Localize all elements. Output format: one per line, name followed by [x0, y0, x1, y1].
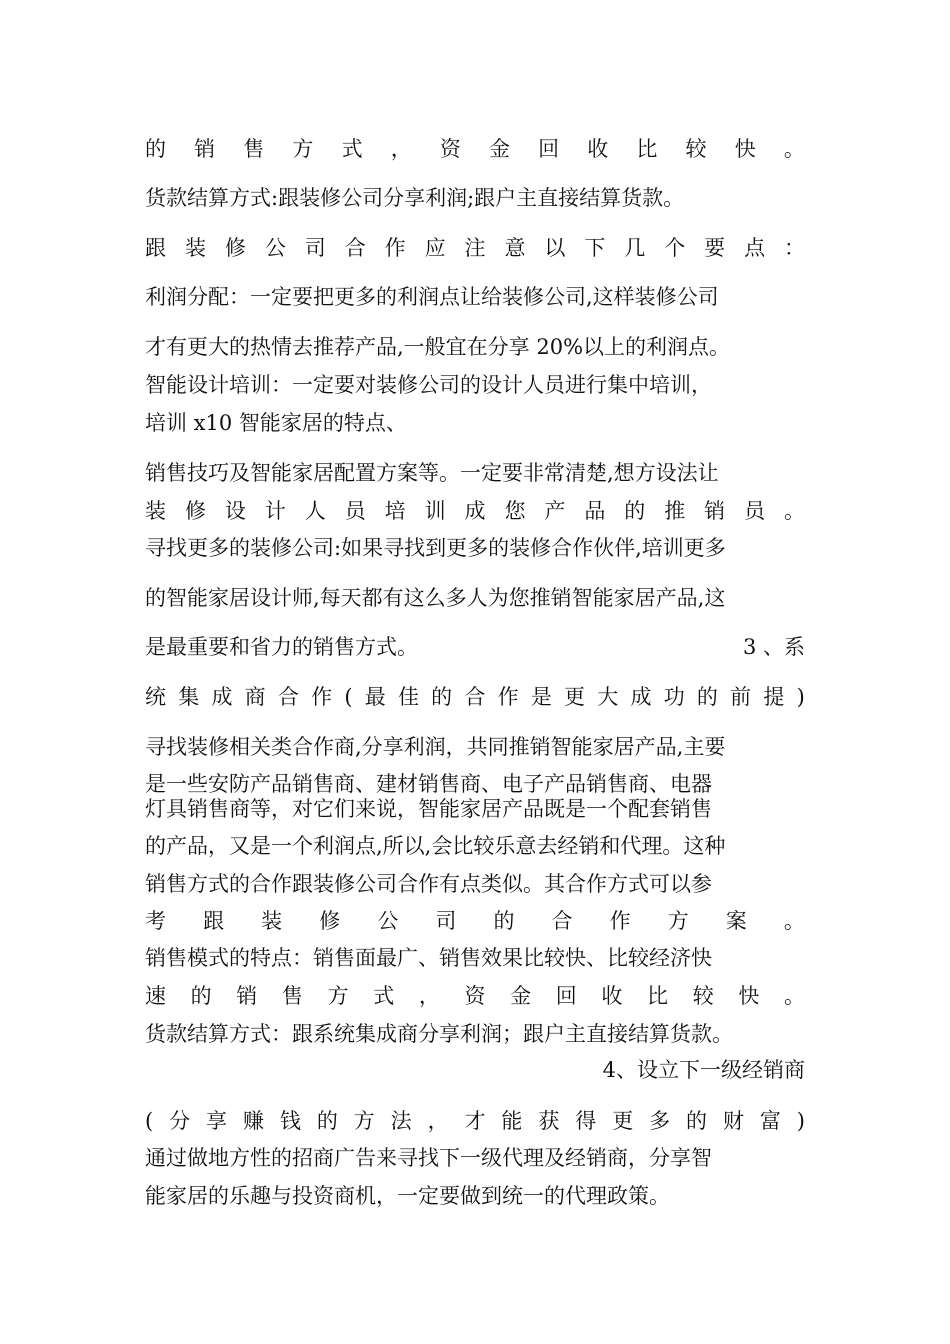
text-char: 集 — [178, 685, 200, 709]
text-char: 资 — [464, 984, 486, 1008]
text-char: 大 — [597, 685, 619, 709]
text-char: 装 — [145, 499, 166, 523]
text-char: 方 — [667, 909, 689, 933]
text-char: 销 — [704, 499, 726, 523]
text-char: 。 — [783, 909, 805, 933]
text-char: 销 — [194, 137, 216, 161]
text-line: 寻找更多的装修公司:如果寻找到更多的装修合作伙伴,培训更多 — [145, 536, 726, 560]
text-char: 钱 — [279, 1109, 301, 1133]
text-char: 获 — [538, 1109, 560, 1133]
text-char: 计 — [264, 499, 286, 523]
text-line-left: 是最重要和省力的销售方式。 — [145, 635, 418, 659]
text-char: 金 — [488, 137, 510, 161]
text-char: ( — [344, 685, 353, 709]
text-char: 较 — [692, 984, 714, 1008]
text-line: 的智能家居设计师,每天都有这么多人为您推销智能家居产品,这 — [145, 586, 726, 610]
text-char: 司 — [304, 236, 326, 260]
text-char: 的 — [316, 1109, 338, 1133]
text-char: 修 — [184, 499, 206, 523]
text-char: 速 — [145, 984, 166, 1008]
text-char: 成 — [630, 685, 652, 709]
text-char: 快 — [734, 137, 756, 161]
text-char: 的 — [190, 984, 212, 1008]
text-char: 的 — [686, 1109, 708, 1133]
section-number: 3 、系 — [742, 635, 805, 659]
text-char: 金 — [510, 984, 532, 1008]
text-char: ) — [796, 685, 805, 709]
text-char: 式 — [373, 984, 395, 1008]
text-char: 合 — [277, 685, 299, 709]
text-char: 前 — [730, 685, 752, 709]
text-line: 销售模式的特点：销售面最广、销售效果比较快、比较经济快 — [145, 946, 712, 970]
text-char: ， — [427, 1109, 449, 1133]
text-char: 商 — [244, 685, 266, 709]
text-char: 司 — [435, 909, 457, 933]
text-char: 跟 — [203, 909, 225, 933]
text-char: 式 — [341, 137, 363, 161]
text-char: 富 — [759, 1109, 781, 1133]
text-char: 快 — [738, 984, 760, 1008]
text-char: 公 — [377, 909, 399, 933]
text-char: 更 — [612, 1109, 634, 1133]
text-char: 法 — [390, 1109, 412, 1133]
text-char: ： — [784, 236, 805, 260]
text-line: 的产品，又是一个利润点,所以,会比较乐意去经销和代理。这种 — [145, 834, 726, 858]
text-char: 推 — [664, 499, 686, 523]
text-char: 资 — [439, 137, 461, 161]
text-line — [145, 234, 805, 262]
text-char: 的 — [696, 685, 718, 709]
text-line: 货款结算方式：跟系统集成商分享利润；跟户主直接结算货款。 — [145, 1022, 733, 1046]
text-char: 方 — [327, 984, 349, 1008]
text-char: 合 — [344, 236, 366, 260]
text-char: 装 — [261, 909, 283, 933]
text-char: 个 — [664, 236, 686, 260]
text-line: 利润分配：一定要把更多的利润点让给装修公司,这样装修公司 — [145, 285, 719, 309]
text-char: 回 — [538, 137, 560, 161]
section-heading — [145, 683, 805, 711]
text-line: 灯具销售商等，对它们来说，智能家居产品既是一个配套销售 — [145, 797, 712, 821]
text-char: 的 — [145, 137, 166, 161]
text-char: 多 — [649, 1109, 671, 1133]
text-line — [145, 633, 805, 661]
text-char: 享 — [206, 1109, 228, 1133]
text-char: 收 — [587, 137, 609, 161]
text-char: ， — [390, 137, 412, 161]
text-char: 最 — [364, 685, 386, 709]
text-char: 成 — [464, 499, 486, 523]
text-line: 才有更大的热情去推荐产品,一般宜在分享 20%以上的利润点。 — [145, 335, 731, 359]
text-line: 能家居的乐趣与投资商机，一定要做到统一的代理政策。 — [145, 1184, 670, 1208]
text-char: 跟 — [145, 236, 166, 260]
text-char: 下 — [584, 236, 606, 260]
text-char: ) — [796, 1109, 805, 1133]
text-char: 回 — [555, 984, 577, 1008]
text-char: 作 — [497, 685, 519, 709]
text-char: 才 — [464, 1109, 486, 1133]
text-line — [145, 135, 805, 163]
text-char: 较 — [685, 137, 707, 161]
text-char: 员 — [744, 499, 766, 523]
text-line: 货款结算方式:跟装修公司分享利润;跟户主直接结算货款。 — [145, 186, 685, 210]
text-char: 销 — [236, 984, 258, 1008]
text-char: 财 — [722, 1109, 744, 1133]
text-char: 员 — [344, 499, 366, 523]
text-char: 得 — [575, 1109, 597, 1133]
text-char: 佳 — [397, 685, 419, 709]
text-char: 方 — [292, 137, 314, 161]
text-char: 功 — [663, 685, 685, 709]
text-char: 训 — [424, 499, 446, 523]
text-char: 比 — [647, 984, 669, 1008]
text-char: 合 — [551, 909, 573, 933]
text-char: 您 — [504, 499, 526, 523]
text-line — [145, 497, 805, 525]
text-char: 要 — [704, 236, 726, 260]
text-char: 修 — [224, 236, 246, 260]
text-line: 销售技巧及智能家居配置方案等。一定要非常清楚,想方设法让 — [145, 461, 719, 485]
text-line: 培训 x10 智能家居的特点、 — [145, 411, 407, 435]
text-line: 寻找装修相关类合作商,分享利润，共同推销智能家居产品,主要 — [145, 735, 726, 759]
text-char: 能 — [501, 1109, 523, 1133]
text-char: 装 — [184, 236, 206, 260]
text-char: 修 — [319, 909, 341, 933]
text-char: 以 — [544, 236, 566, 260]
text-char: 意 — [504, 236, 526, 260]
text-char: 是 — [530, 685, 552, 709]
section-heading: 4、设立下一级经销商 — [602, 1058, 805, 1082]
text-char: 品 — [584, 499, 606, 523]
text-char: 统 — [145, 685, 166, 709]
text-char: 更 — [564, 685, 586, 709]
text-char: 。 — [783, 984, 805, 1008]
text-line: 智能设计培训：一定要对装修公司的设计人员进行集中培训， — [145, 373, 712, 397]
text-char: ， — [418, 984, 440, 1008]
text-line: 通过做地方性的招商广告来寻找下一级代理及经销商，分享智 — [145, 1146, 712, 1170]
text-char: 点 — [744, 236, 766, 260]
text-char: 方 — [353, 1109, 375, 1133]
text-char: 。 — [783, 137, 805, 161]
text-char: 注 — [464, 236, 486, 260]
text-char: 的 — [493, 909, 515, 933]
text-char: 售 — [281, 984, 303, 1008]
text-char: 成 — [211, 685, 233, 709]
text-char: 作 — [384, 236, 406, 260]
text-char: 售 — [243, 137, 265, 161]
text-char: 考 — [145, 909, 166, 933]
text-char: 的 — [431, 685, 453, 709]
text-char: 作 — [311, 685, 333, 709]
text-char: 公 — [264, 236, 286, 260]
text-char: 收 — [601, 984, 623, 1008]
text-char: 产 — [544, 499, 566, 523]
text-char: 比 — [636, 137, 658, 161]
text-line — [145, 982, 805, 1010]
text-char: 作 — [609, 909, 631, 933]
text-line — [145, 907, 805, 935]
text-line: 销售方式的合作跟装修公司合作有点类似。其合作方式可以参 — [145, 872, 712, 896]
text-char: 。 — [784, 499, 805, 523]
text-char: 赚 — [242, 1109, 264, 1133]
text-char: 培 — [384, 499, 406, 523]
text-char: 分 — [169, 1109, 191, 1133]
text-char: 应 — [424, 236, 446, 260]
text-char: 人 — [304, 499, 326, 523]
text-char: 的 — [624, 499, 646, 523]
text-char: 合 — [464, 685, 486, 709]
text-char: 设 — [224, 499, 246, 523]
text-char: 案 — [725, 909, 747, 933]
text-char: 几 — [624, 236, 646, 260]
section-subheading — [145, 1107, 805, 1135]
text-char: 提 — [763, 685, 785, 709]
text-line: 是一些安防产品销售商、建材销售商、电子产品销售商、电器 — [145, 772, 712, 796]
text-char: ( — [145, 1109, 154, 1133]
